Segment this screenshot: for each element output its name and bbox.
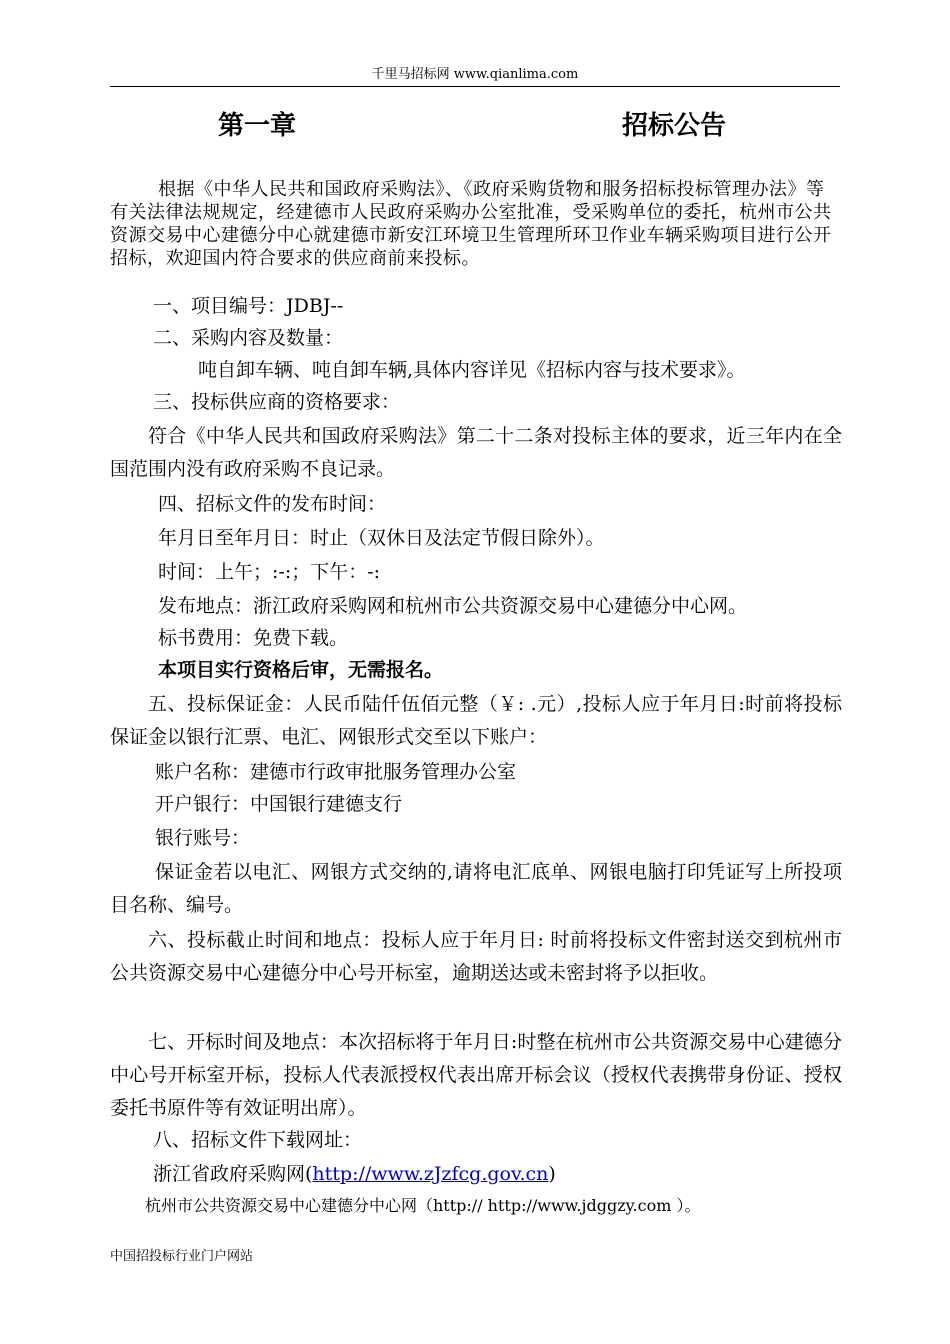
deposit-note: 保证金若以电汇、网银方式交纳的,请将电汇底单、网银电脑打印凭证写上所投项目名称、编号。: [110, 861, 842, 916]
chapter-title: 招标公告: [622, 111, 727, 141]
intro-text: 根据《中华人民共和国政府采购法》、《政府采购货物和服务招标投标管理办法》等有关法律法规规定，经建德市人民政府采购办公室批准，受采购单位的委托，杭州市公共资源交易中心建德分中心就建德市新安江环境卫生管理所环卫作业车辆采购项目进行公开招标，欢迎国内符合要求的供应商前来投标。: [110, 179, 832, 269]
account-number: 银行账号：: [155, 827, 251, 849]
release-date-range: 年月日至年月日：时止（双休日及法定节假日除外）。: [158, 527, 605, 549]
page-header: 千里马招标网 www.qianlima.com: [371, 67, 579, 82]
download-site-zhejiang: [153, 1160, 556, 1188]
download-site-hangzhou: 杭州市公共资源交易中心建德分中心网（http:// http://www.jdggzy.com ）。: [145, 1196, 701, 1215]
zjzfcg-link[interactable]: http://www.zJzfcg.gov.cn: [312, 1163, 549, 1185]
qualification-text: 符合《中华人民共和国政府采购法》第二十二条对投标主体的要求，近三年内在全国范围内没有政府采购不良记录。: [110, 425, 842, 480]
document-fee: 标书费用：免费下载。: [158, 627, 349, 649]
site-suffix: ): [548, 1163, 556, 1185]
deposit-section: 五、投标保证金：人民币陆仟伍佰元整（￥: .元）,投标人应于年月日:时前将投标保证金以银行汇票、电汇、网银形式交至以下账户：: [110, 693, 842, 748]
bid-deadline-section: 六、投标截止时间和地点：投标人应于年月日: 时前将投标文件密封送交到杭州市公共资源交易中心建德分中心号开标室，逾期送达或未密封将予以拒收。: [110, 929, 842, 984]
section-download-urls: 八、招标文件下载网址：: [153, 1129, 363, 1151]
header-divider: [110, 86, 840, 87]
site-name-zhejiang: 浙江省政府采购网(: [153, 1163, 313, 1185]
post-qualification-notice: 本项目实行资格后审，无需报名。: [158, 659, 444, 681]
section-project-number: 一、项目编号：JDBJ--: [153, 295, 344, 317]
procurement-items: 吨自卸车辆、吨自卸车辆,具体内容详见《招标内容与技术要求》。: [198, 359, 746, 381]
section-procurement-content: 二、采购内容及数量：: [153, 327, 344, 349]
intro-paragraph: [110, 178, 840, 270]
chapter-label: 第一章: [218, 111, 297, 141]
bank-name: 开户银行：中国银行建德支行: [155, 793, 403, 815]
section-qualification: 三、投标供应商的资格要求：: [153, 391, 401, 413]
bid-opening-section: 七、开标时间及地点：本次招标将于年月日:时整在杭州市公共资源交易中心建德分中心号开标室开标，投标人代表派授权代表出席开标会议（授权代表携带身份证、授权委托书原件等有效证明出席）。: [110, 1031, 842, 1119]
release-hours: 时间：上午；:-:；下午：-:: [158, 561, 381, 583]
section-release-time: 四、招标文件的发布时间：: [158, 493, 387, 515]
account-name: 账户名称：建德市行政审批服务管理办公室: [155, 761, 517, 783]
page-footer: 中国招投标行业门户网站: [110, 1249, 254, 1264]
release-place: 发布地点：浙江政府采购网和杭州市公共资源交易中心建德分中心网。: [158, 595, 748, 617]
